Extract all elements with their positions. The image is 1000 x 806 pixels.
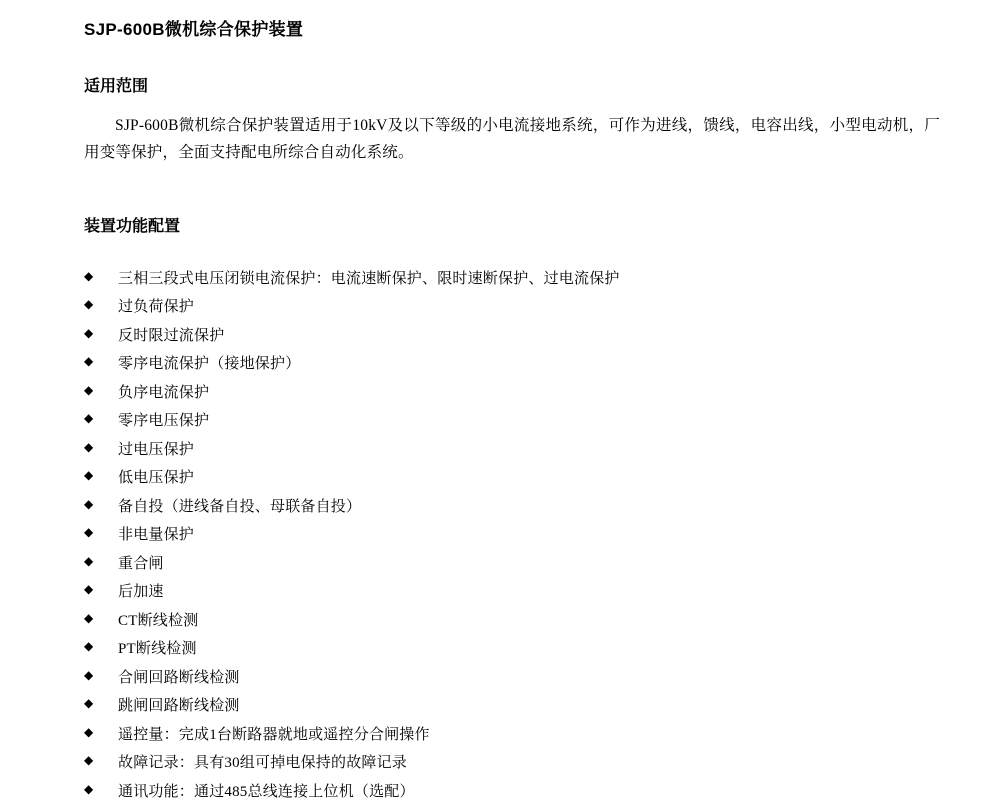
list-item (84, 265, 940, 294)
list-item-label: 合闸回路断线检测 (118, 669, 240, 686)
list-item (84, 350, 940, 379)
diamond-bullet-icon: ◆ (84, 354, 94, 369)
list-item (84, 550, 940, 579)
diamond-bullet-icon: ◆ (84, 696, 94, 711)
list-item-label: 备自投（进线备自投、母联备自投） (118, 498, 362, 515)
list-item (84, 379, 940, 408)
section-heading-functions: 装置功能配置 (84, 218, 181, 236)
list-item (84, 436, 940, 465)
diamond-bullet-icon: ◆ (84, 468, 94, 483)
diamond-bullet-icon: ◆ (84, 297, 94, 312)
scope-paragraph: SJP-600B微机综合保护装置适用于10kV及以下等级的小电流接地系统，可作为进线，馈线，电容出线，小型电动机，厂用变等保护，全面支持配电所综合自动化系统。 (84, 117, 940, 162)
list-item (84, 493, 940, 522)
list-item (84, 322, 940, 351)
list-item-label: PT断线检测 (118, 641, 197, 658)
list-item (84, 407, 940, 436)
list-item-label: 跳闸回路断线检测 (118, 698, 240, 715)
list-item-label: 过电压保护 (118, 441, 195, 458)
diamond-bullet-icon: ◆ (84, 382, 94, 397)
list-item (84, 293, 940, 322)
diamond-bullet-icon: ◆ (84, 325, 94, 340)
list-item (84, 464, 940, 493)
list-item (84, 721, 940, 750)
list-item-label: 零序电流保护（接地保护） (118, 356, 301, 373)
list-item-label: 低电压保护 (118, 470, 195, 487)
list-item (84, 635, 940, 664)
list-item (84, 749, 940, 778)
list-item-label: 三相三段式电压闭锁电流保护：电流速断保护、限时速断保护、过电流保护 (118, 270, 620, 287)
diamond-bullet-icon: ◆ (84, 496, 94, 511)
list-item (84, 578, 940, 607)
diamond-bullet-icon: ◆ (84, 582, 94, 597)
list-item (84, 692, 940, 721)
diamond-bullet-icon: ◆ (84, 639, 94, 654)
list-item-label: 过负荷保护 (118, 299, 195, 316)
list-item (84, 778, 940, 806)
list-item-label: 非电量保护 (118, 527, 195, 544)
list-item (84, 664, 940, 693)
diamond-bullet-icon: ◆ (84, 724, 94, 739)
list-item-label: 遥控量：完成1台断路器就地或遥控分合闸操作 (118, 726, 430, 743)
diamond-bullet-icon: ◆ (84, 667, 94, 682)
feature-list (84, 265, 940, 806)
list-item-label: 通讯功能：通过485总线连接上位机（选配） (118, 783, 415, 800)
diamond-bullet-icon: ◆ (84, 268, 94, 283)
list-item-label: 零序电压保护 (118, 413, 210, 430)
section-heading-scope: 适用范围 (84, 77, 149, 95)
list-item-label: 负序电流保护 (118, 384, 210, 401)
diamond-bullet-icon: ◆ (84, 753, 94, 768)
diamond-bullet-icon: ◆ (84, 781, 94, 796)
diamond-bullet-icon: ◆ (84, 610, 94, 625)
list-item-label: CT断线检测 (118, 612, 199, 629)
diamond-bullet-icon: ◆ (84, 553, 94, 568)
diamond-bullet-icon: ◆ (84, 525, 94, 540)
list-item-label: 反时限过流保护 (118, 327, 225, 344)
page-title: SJP-600B微机综合保护装置 (84, 20, 304, 39)
list-item (84, 607, 940, 636)
list-item-label: 故障记录：具有30组可掉电保持的故障记录 (118, 755, 408, 772)
list-item (84, 521, 940, 550)
list-item-label: 后加速 (118, 584, 164, 601)
list-item-label: 重合闸 (118, 555, 164, 572)
diamond-bullet-icon: ◆ (84, 439, 94, 454)
diamond-bullet-icon: ◆ (84, 411, 94, 426)
